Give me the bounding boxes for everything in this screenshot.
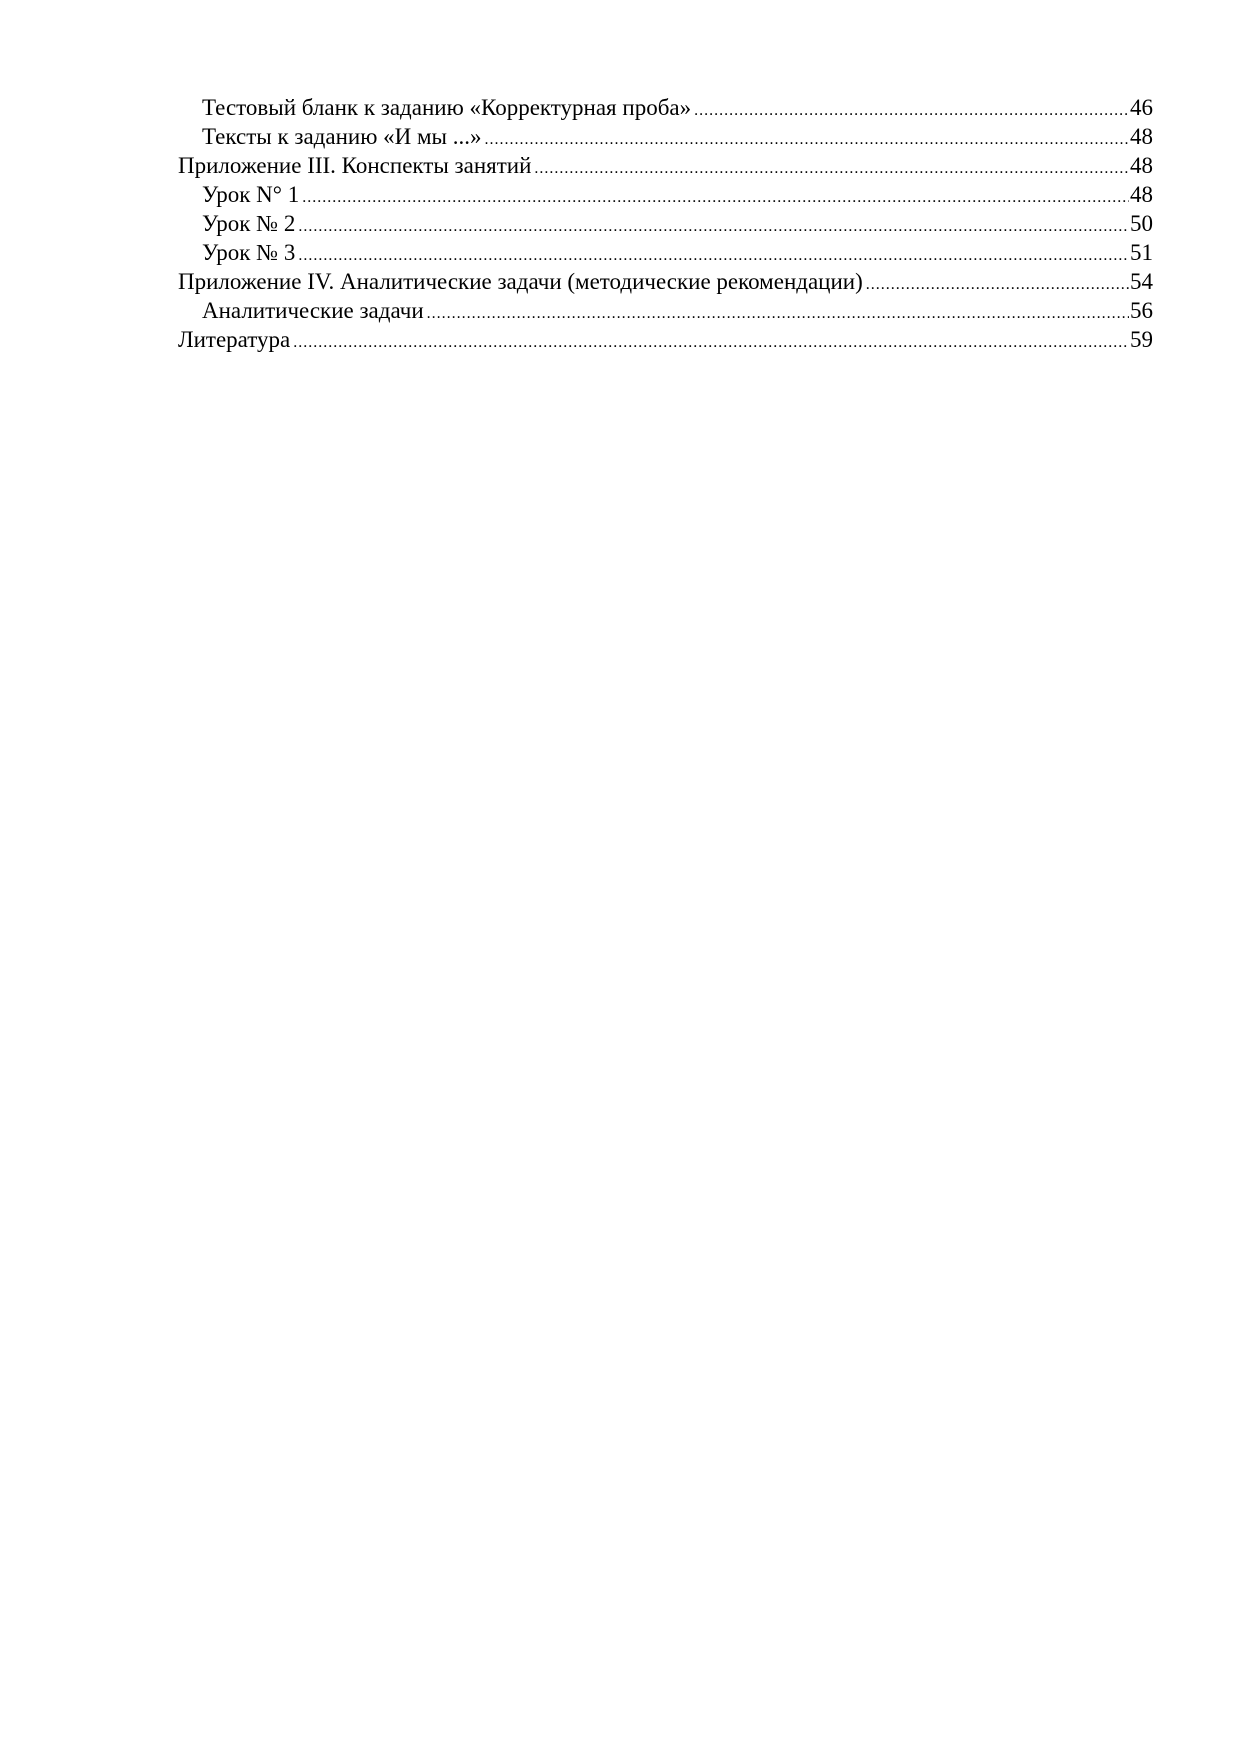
toc-entry-literature[interactable] [178,325,1153,354]
dot-leader [293,328,1129,357]
dot-leader [694,96,1129,125]
dot-leader [485,125,1130,154]
dot-leader [534,154,1129,183]
toc-entry-page: 54 [1130,269,1153,294]
toc-entry-appendix-3[interactable] [178,151,1153,180]
toc-entry-page: 50 [1130,211,1153,236]
toc-entry-correction-test-form[interactable] [178,93,1153,122]
toc-entry-title: Урок N° 1 [202,182,300,207]
toc-entry-appendix-4[interactable] [178,267,1153,296]
toc-entry-page: 48 [1130,124,1153,149]
toc-entry-page: 56 [1130,298,1153,323]
toc-entry-page: 48 [1130,153,1153,178]
toc-entry-title: Литература [178,327,291,352]
toc-entry-page: 59 [1130,327,1153,352]
toc-entry-lesson-2[interactable] [178,209,1153,238]
dot-leader [302,183,1129,212]
toc-entry-texts-and-we[interactable] [178,122,1153,151]
toc-entry-lesson-3[interactable] [178,238,1153,267]
toc-entry-lesson-1[interactable] [178,180,1153,209]
toc-entry-title: Тестовый бланк к заданию «Корректурная проба» [202,95,692,120]
dot-leader [298,241,1129,270]
toc-entry-title: Приложение IV. Аналитические задачи (методические рекомендации) [178,269,863,294]
toc-entry-page: 48 [1130,182,1153,207]
toc-entry-page: 51 [1130,240,1153,265]
toc-entry-title: Урок № 3 [202,240,296,265]
dot-leader [298,212,1129,241]
toc-entry-analytical-tasks[interactable] [178,296,1153,325]
toc-entry-page: 46 [1130,95,1153,120]
toc-entry-title: Аналитические задачи [202,298,424,323]
table-of-contents [178,93,1153,354]
toc-entry-title: Урок № 2 [202,211,296,236]
dot-leader [427,299,1129,328]
dot-leader [866,270,1129,299]
toc-entry-title: Тексты к заданию «И мы ...» [202,124,482,149]
toc-entry-title: Приложение III. Конспекты занятий [178,153,532,178]
